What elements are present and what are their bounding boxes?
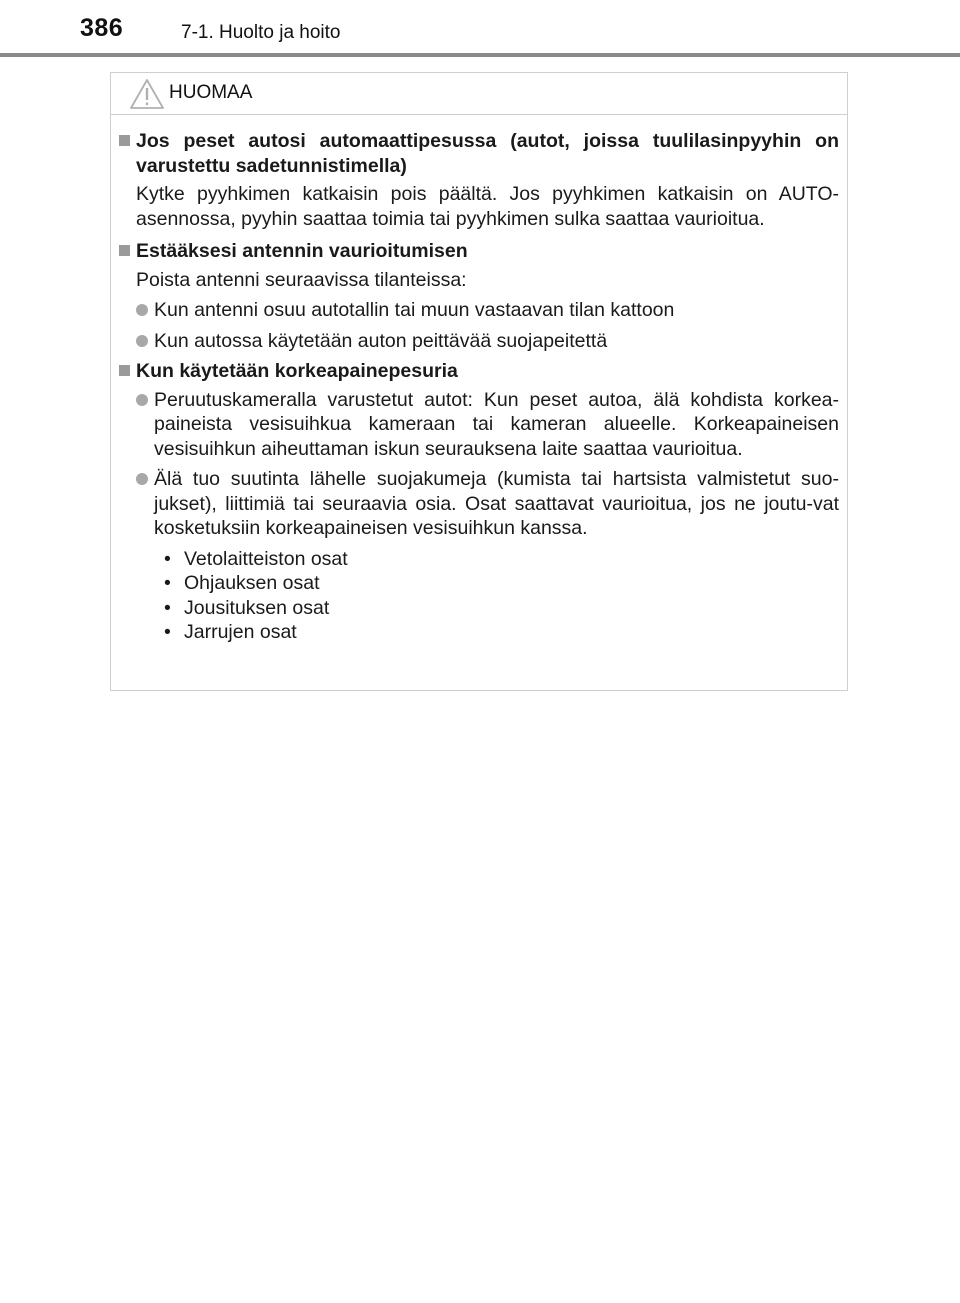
section-heading: Kun käytetään korkeapainepesuria bbox=[119, 359, 839, 384]
notice-header bbox=[111, 73, 847, 115]
page-number: 386 bbox=[80, 14, 124, 42]
circle-bullet-icon bbox=[136, 394, 148, 406]
dot-marker: • bbox=[164, 572, 171, 594]
notice-title: HUOMAA bbox=[169, 82, 253, 103]
sub-list bbox=[164, 547, 839, 645]
notice-box bbox=[110, 72, 848, 691]
dot-marker: • bbox=[164, 547, 171, 570]
sub-list-item: • Jousituksen osat bbox=[164, 596, 330, 619]
section-heading: Estääksesi antennin vaurioitumisen bbox=[119, 239, 839, 264]
sub-list-item: • Ohjauksen osat bbox=[164, 572, 320, 594]
page-header bbox=[0, 0, 960, 57]
dot-marker: • bbox=[164, 621, 171, 643]
list-item: Älä tuo suutinta lähelle suojakumeja (kumista tai hartsista valmistetut suo-jukset), liittimiä tai seuraavia osia. Osat saattavat vaurioitua, jos ne joutu-vat kosketuksiin korkeapaineisen vesisuihkun kanssa. bbox=[136, 467, 839, 541]
square-bullet-icon bbox=[119, 135, 130, 146]
sub-list-item: • Jarrujen osat bbox=[164, 621, 297, 643]
square-bullet-icon bbox=[119, 365, 130, 376]
dot-marker: • bbox=[164, 596, 171, 619]
circle-bullet-icon bbox=[136, 335, 148, 347]
square-bullet-icon bbox=[119, 245, 130, 256]
header-rule bbox=[0, 53, 960, 57]
sub-list-item: • Vetolaitteiston osat bbox=[164, 547, 348, 570]
list-item: Peruutuskameralla varustetut autot: Kun peset autoa, älä kohdista korkea-paineista vesisuihkua kameraan tai kameran alueelle. Korkeapaineisen vesisuihkun aiheuttaman iskun seurauksena laite saattaa vaurioitua. bbox=[136, 388, 839, 462]
section-heading: Jos peset autosi automaattipesussa (autot, joissa tuulilasinpyyhin on varustettu sadetunnistimella) bbox=[119, 129, 839, 178]
circle-bullet-icon bbox=[136, 473, 148, 485]
section-paragraph: Poista antenni seuraavissa tilanteissa: bbox=[136, 268, 467, 291]
section-title: 7-1. Huolto ja hoito bbox=[181, 22, 341, 43]
list-item: Kun antenni osuu autotallin tai muun vastaavan tilan kattoon bbox=[136, 298, 839, 323]
circle-bullet-icon bbox=[136, 304, 148, 316]
warning-triangle-icon bbox=[129, 78, 165, 110]
notice-body bbox=[111, 115, 847, 645]
list-item: Kun autossa käytetään auton peittävää suojapeitettä bbox=[136, 329, 839, 354]
section-paragraph: Kytke pyyhkimen katkaisin pois päältä. Jos pyyhkimen katkaisin on AUTO-asennossa, pyyhin saattaa toimia tai pyyhkimen sulka saattaa vaurioitua. bbox=[136, 183, 839, 230]
